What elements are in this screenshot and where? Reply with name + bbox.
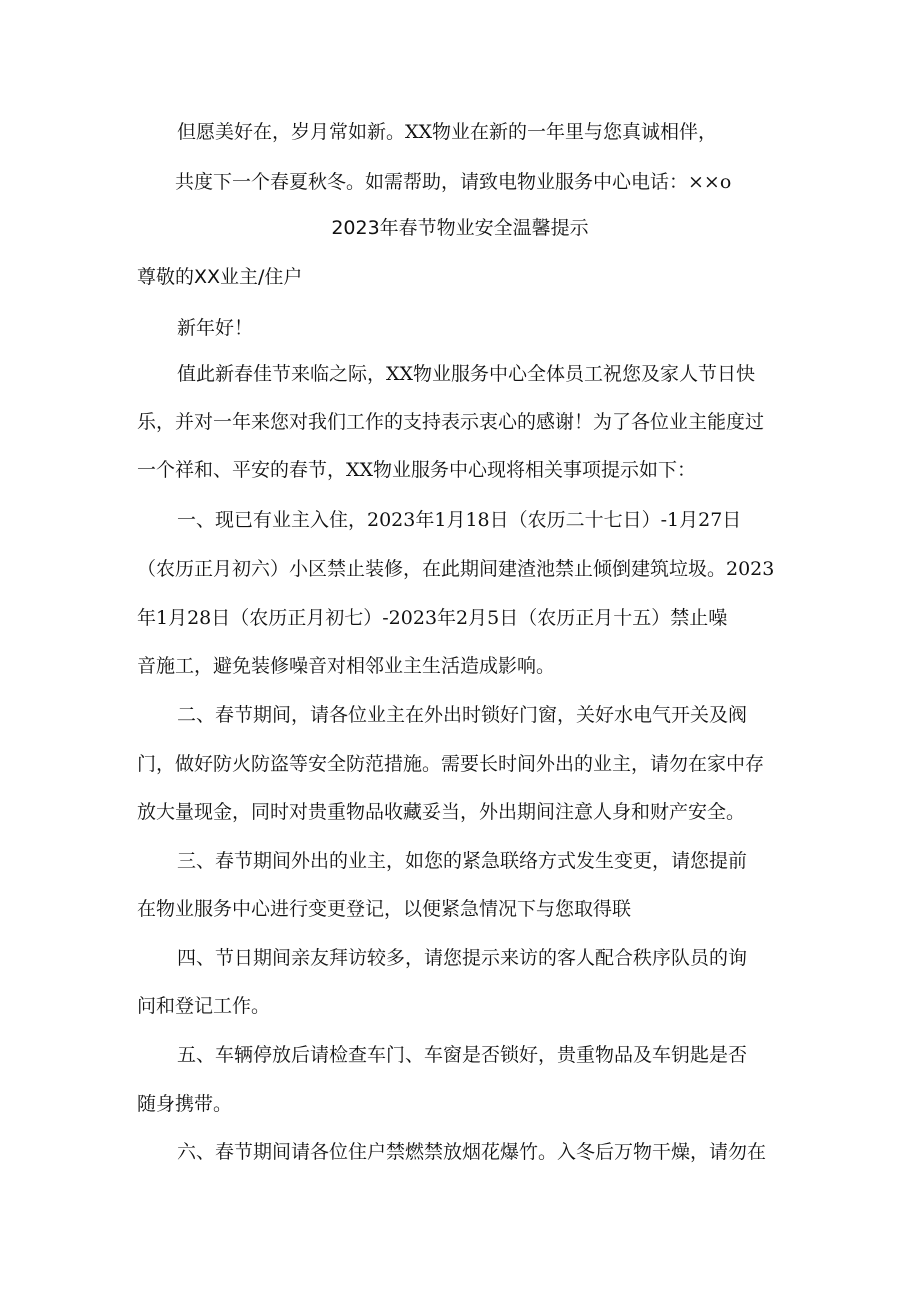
- item6-line-1: 六、春节期间请各位住户禁燃禁放烟花爆竹。入冬后万物干燥，请勿在: [177, 1141, 767, 1163]
- item1-line-2: （农历正月初六）小区禁止装修，在此期间建渣池禁止倾倒建筑垃圾。2023: [137, 558, 775, 580]
- item1-line-1: 一、现已有业主入住，2023年1月18日（农历二十七日）-1月27日: [177, 509, 742, 531]
- intro-line-2: 共度下一个春夏秋冬。如需帮助，请致电物业服务中心电话：××o: [175, 171, 732, 193]
- item2-line-3: 放大量现金，同时对贵重物品收藏妥当，外出期间注意人身和财产安全。: [137, 801, 746, 823]
- notice-salutation: 尊敬的XX业主/住户: [137, 266, 303, 288]
- item1-line-3: 年1月28日（农历正月初七）-2023年2月5日（农历正月十五）禁止噪: [137, 607, 728, 629]
- item3-line-1: 三、春节期间外出的业主，如您的紧急联络方式发生变更，请您提前: [177, 850, 748, 872]
- item3-line-2: 在物业服务中心进行变更登记，以便紧急情况下与您取得联: [137, 898, 632, 920]
- opening-line-3: 一个祥和、平安的春节，XX物业服务中心现将相关事项提示如下：: [137, 459, 697, 481]
- item2-line-1: 二、春节期间，请各位业主在外出时锁好门窗，关好水电气开关及阀: [177, 704, 748, 726]
- new-year-greeting: 新年好！: [177, 317, 254, 339]
- intro-line-1: 但愿美好在，岁月常如新。XX物业在新的一年里与您真诚相伴，: [177, 121, 718, 143]
- item5-line-2: 随身携带。: [137, 1093, 233, 1115]
- item2-line-2: 门，做好防火防盗等安全防范措施。需要长时间外出的业主，请勿在家中存: [137, 753, 765, 775]
- opening-line-1: 值此新春佳节来临之际，XX物业服务中心全体员工祝您及家人节日快: [177, 363, 756, 385]
- item4-line-2: 问和登记工作。: [137, 995, 271, 1017]
- opening-line-2: 乐，并对一年来您对我们工作的支持表示衷心的感谢！为了各位业主能度过: [137, 411, 765, 433]
- notice-title: 2023年春节物业安全温馨提示: [331, 217, 589, 239]
- item4-line-1: 四、节日期间亲友拜访较多，请您提示来访的客人配合秩序队员的询: [177, 947, 748, 969]
- item5-line-1: 五、车辆停放后请检查车门、车窗是否锁好，贵重物品及车钥匙是否: [177, 1044, 748, 1066]
- item1-line-4: 音施工，避免装修噪音对相邻业主生活造成影响。: [137, 655, 556, 677]
